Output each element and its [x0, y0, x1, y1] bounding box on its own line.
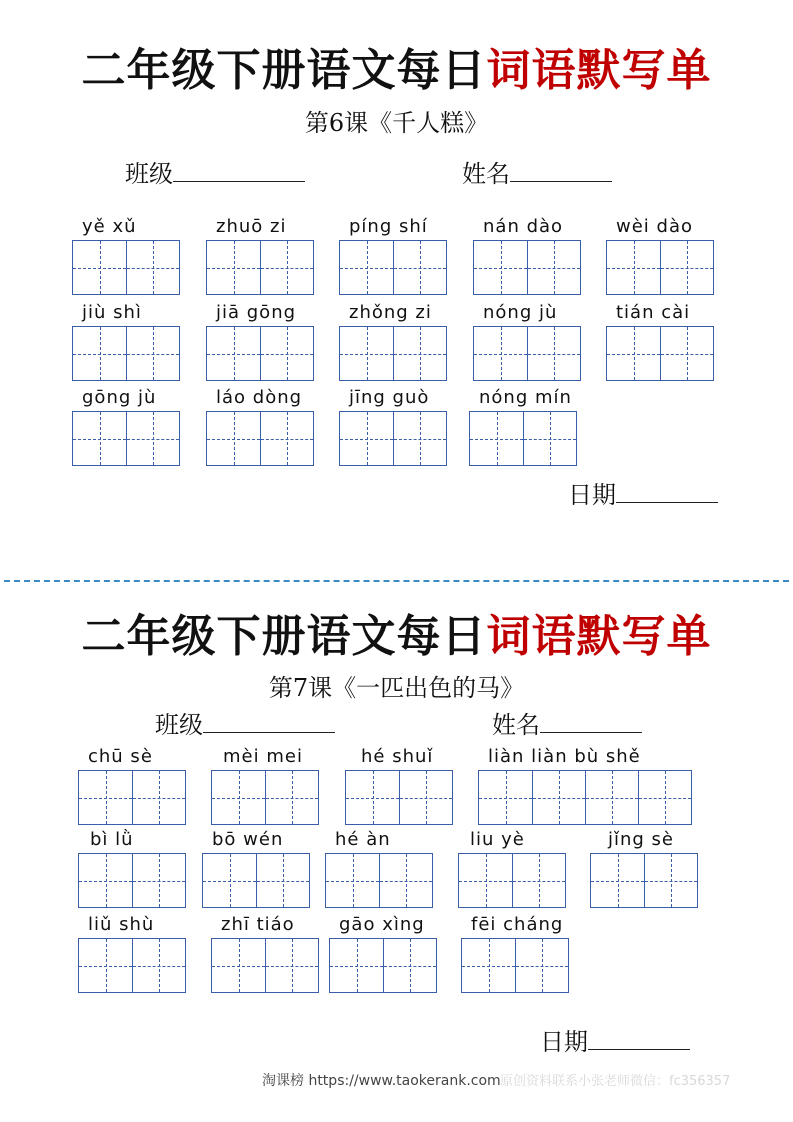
sheet2-lesson-title: 第7课《一匹出色的马》	[268, 674, 525, 702]
pinyin-label: yě xǔ	[82, 216, 137, 237]
tianzige-cell[interactable]	[126, 412, 179, 465]
tianzige-cell[interactable]	[585, 771, 638, 824]
tianzige-cell[interactable]	[265, 771, 318, 824]
tianzige-box-group	[78, 853, 186, 908]
tianzige-cell[interactable]	[393, 327, 446, 380]
tianzige-cell[interactable]	[207, 412, 260, 465]
word-item	[72, 385, 180, 466]
pinyin-label: hé àn	[335, 829, 391, 850]
sheet1-name-blank[interactable]	[510, 155, 612, 182]
pinyin-label: liàn liàn bù shě	[488, 746, 641, 767]
tianzige-box-group	[473, 240, 581, 295]
tianzige-cell[interactable]	[474, 241, 527, 294]
word-item	[473, 300, 581, 381]
word-item	[72, 214, 180, 295]
sheet2-name-label: 姓名	[492, 711, 540, 739]
tianzige-cell[interactable]	[462, 939, 515, 992]
tianzige-cell[interactable]	[591, 854, 644, 907]
tianzige-box-group	[211, 770, 319, 825]
pinyin-label: wèi dào	[616, 216, 693, 237]
tianzige-box-group	[473, 326, 581, 381]
tianzige-cell[interactable]	[73, 241, 126, 294]
sheet2-name-field	[492, 705, 642, 740]
pinyin-label: láo dòng	[216, 387, 303, 408]
tianzige-cell[interactable]	[383, 939, 436, 992]
tianzige-box-group	[339, 240, 447, 295]
pinyin-label: zhǒng zi	[349, 302, 432, 323]
tianzige-cell[interactable]	[479, 771, 532, 824]
tianzige-cell[interactable]	[79, 939, 132, 992]
tianzige-box-group	[606, 240, 714, 295]
tianzige-cell[interactable]	[399, 771, 452, 824]
sheet1-class-label: 班级	[125, 160, 173, 188]
tianzige-box-group	[72, 240, 180, 295]
sheet1-class-field	[125, 154, 305, 189]
word-item	[339, 214, 447, 295]
word-item	[325, 827, 433, 908]
tianzige-box-group	[345, 770, 453, 825]
tianzige-cell[interactable]	[379, 854, 432, 907]
tianzige-box-group	[72, 411, 180, 466]
tianzige-box-group	[206, 326, 314, 381]
tianzige-cell[interactable]	[260, 327, 313, 380]
tianzige-cell[interactable]	[73, 327, 126, 380]
tianzige-cell[interactable]	[660, 327, 713, 380]
word-item	[458, 827, 566, 908]
pinyin-label: jiā gōng	[216, 302, 297, 323]
sheet1-title-black: 二年级下册语文每日	[81, 45, 487, 96]
tianzige-cell[interactable]	[607, 241, 660, 294]
word-item	[206, 214, 314, 295]
sheet1-title	[0, 34, 793, 98]
word-item	[206, 300, 314, 381]
tianzige-cell[interactable]	[212, 771, 265, 824]
word-item	[461, 912, 569, 993]
pinyin-label: nán dào	[483, 216, 564, 237]
sheet1-name-label: 姓名	[462, 160, 510, 188]
tianzige-box-group	[458, 853, 566, 908]
tianzige-cell[interactable]	[79, 771, 132, 824]
tianzige-cell[interactable]	[515, 939, 568, 992]
sheet2-date-label: 日期	[540, 1028, 588, 1056]
tianzige-cell[interactable]	[132, 771, 185, 824]
pinyin-label: hé shuǐ	[361, 746, 434, 767]
word-item	[473, 214, 581, 295]
pinyin-label: gōng jù	[82, 387, 157, 408]
tianzige-box-group	[469, 411, 577, 466]
tianzige-cell[interactable]	[393, 241, 446, 294]
sheet1-class-blank[interactable]	[173, 155, 305, 182]
tianzige-cell[interactable]	[512, 854, 565, 907]
tianzige-cell[interactable]	[126, 327, 179, 380]
cut-line-divider	[4, 580, 789, 582]
tianzige-cell[interactable]	[207, 241, 260, 294]
tianzige-cell[interactable]	[265, 939, 318, 992]
tianzige-box-group	[339, 411, 447, 466]
sheet1-title-red: 词语默写单	[486, 45, 712, 96]
tianzige-cell[interactable]	[346, 771, 399, 824]
sheet1-date-label: 日期	[568, 481, 616, 509]
word-item	[78, 827, 186, 908]
tianzige-cell[interactable]	[260, 412, 313, 465]
tianzige-cell[interactable]	[212, 939, 265, 992]
sheet2-title	[0, 600, 793, 664]
tianzige-cell[interactable]	[203, 854, 256, 907]
sheet2-class-field	[155, 705, 335, 740]
word-item	[339, 300, 447, 381]
tianzige-cell[interactable]	[638, 771, 691, 824]
tianzige-cell[interactable]	[532, 771, 585, 824]
tianzige-cell[interactable]	[527, 327, 580, 380]
tianzige-cell[interactable]	[79, 854, 132, 907]
word-item	[206, 385, 314, 466]
word-item	[606, 300, 714, 381]
word-item	[78, 744, 186, 825]
pinyin-label: liǔ shù	[88, 914, 155, 935]
sheet2-class-blank[interactable]	[203, 706, 335, 733]
pinyin-label: zhī tiáo	[221, 914, 295, 935]
tianzige-box-group	[206, 240, 314, 295]
pinyin-label: nóng mín	[479, 387, 572, 408]
tianzige-cell[interactable]	[607, 327, 660, 380]
footer-source: 淘课榜 https://www.taokerank.com	[262, 1073, 501, 1089]
sheet2-date-blank[interactable]	[588, 1023, 690, 1050]
word-item	[211, 744, 319, 825]
tianzige-box-group	[72, 326, 180, 381]
word-item	[72, 300, 180, 381]
tianzige-cell[interactable]	[474, 327, 527, 380]
sheet1-date-field	[568, 475, 718, 510]
pinyin-label: jiù shì	[82, 302, 142, 323]
word-item	[606, 214, 714, 295]
tianzige-cell[interactable]	[330, 939, 383, 992]
tianzige-cell[interactable]	[660, 241, 713, 294]
tianzige-box-group	[325, 853, 433, 908]
pinyin-label: píng shí	[349, 216, 428, 237]
tianzige-cell[interactable]	[260, 241, 313, 294]
tianzige-cell[interactable]	[470, 412, 523, 465]
tianzige-cell[interactable]	[340, 241, 393, 294]
sheet2-date-field	[540, 1022, 690, 1057]
word-item	[211, 912, 319, 993]
tianzige-cell[interactable]	[73, 412, 126, 465]
word-item	[345, 744, 453, 825]
pinyin-label: nóng jù	[483, 302, 558, 323]
tianzige-cell[interactable]	[644, 854, 697, 907]
watermark-text: 原创资料联系小张老师微信：fc356357	[500, 1074, 731, 1089]
word-item	[339, 385, 447, 466]
pinyin-label: jīng guò	[349, 387, 430, 408]
tianzige-cell[interactable]	[126, 241, 179, 294]
pinyin-label: tián cài	[616, 302, 691, 323]
tianzige-cell[interactable]	[523, 412, 576, 465]
tianzige-cell[interactable]	[326, 854, 379, 907]
tianzige-cell[interactable]	[256, 854, 309, 907]
word-item	[202, 827, 310, 908]
pinyin-label: mèi mei	[223, 746, 303, 767]
word-item	[478, 744, 692, 825]
word-item	[469, 385, 577, 466]
tianzige-box-group	[339, 326, 447, 381]
tianzige-cell[interactable]	[340, 327, 393, 380]
tianzige-box-group	[78, 938, 186, 993]
sheet2-class-label: 班级	[155, 711, 203, 739]
tianzige-cell[interactable]	[132, 854, 185, 907]
pinyin-label: gāo xìng	[339, 914, 425, 935]
tianzige-cell[interactable]	[132, 939, 185, 992]
tianzige-cell[interactable]	[527, 241, 580, 294]
tianzige-box-group	[606, 326, 714, 381]
word-item	[590, 827, 698, 908]
tianzige-cell[interactable]	[393, 412, 446, 465]
sheet2-title-black: 二年级下册语文每日	[81, 611, 487, 662]
pinyin-label: bì lǜ	[90, 829, 134, 850]
tianzige-cell[interactable]	[340, 412, 393, 465]
word-item	[78, 912, 186, 993]
tianzige-box-group	[202, 853, 310, 908]
tianzige-box-group	[590, 853, 698, 908]
pinyin-label: fēi cháng	[471, 914, 564, 935]
pinyin-label: chū sè	[88, 746, 153, 767]
tianzige-cell[interactable]	[459, 854, 512, 907]
sheet2-name-blank[interactable]	[540, 706, 642, 733]
sheet1-name-field	[462, 154, 612, 189]
pinyin-label: jǐng sè	[608, 829, 675, 850]
sheet1-lesson-title: 第6课《千人糕》	[304, 109, 489, 137]
tianzige-box-group	[206, 411, 314, 466]
tianzige-box-group	[211, 938, 319, 993]
word-item	[329, 912, 437, 993]
sheet2-title-red: 词语默写单	[486, 611, 712, 662]
pinyin-label: liu yè	[470, 829, 525, 850]
tianzige-box-group	[78, 770, 186, 825]
tianzige-box-group	[461, 938, 569, 993]
tianzige-cell[interactable]	[207, 327, 260, 380]
pinyin-label: bō wén	[212, 829, 284, 850]
tianzige-box-group	[478, 770, 692, 825]
tianzige-box-group	[329, 938, 437, 993]
pinyin-label: zhuō zi	[216, 216, 287, 237]
sheet1-date-blank[interactable]	[616, 476, 718, 503]
